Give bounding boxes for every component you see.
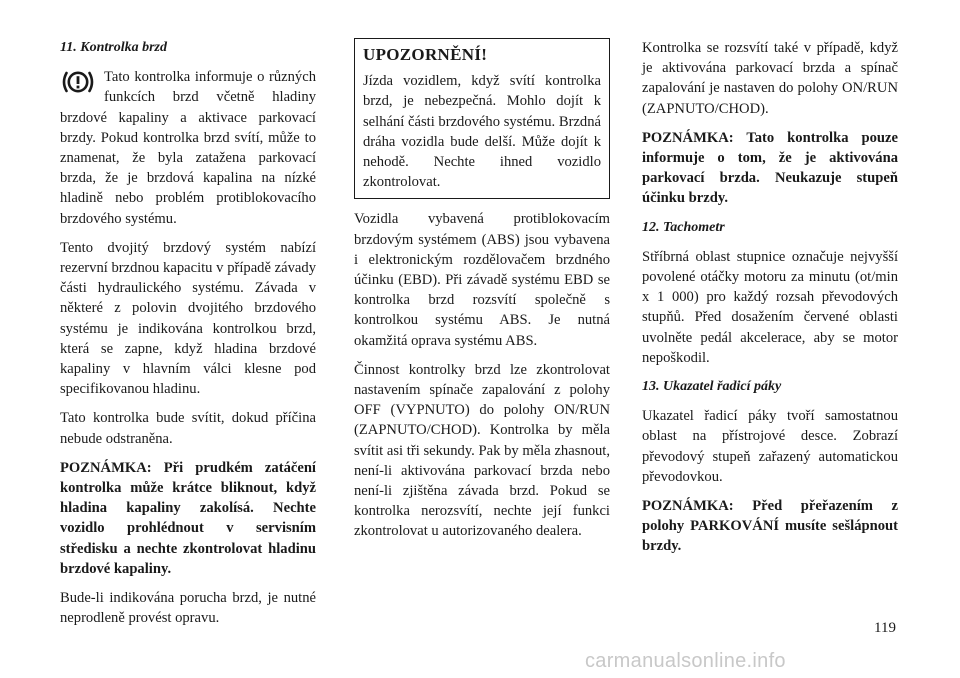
section-heading-tachometer: 12. Tachometr [642,219,725,235]
tachometer-paragraph: Stříbrná oblast stupnice označuje nejvyšší povolené otáčky motoru za minutu (ot/min x 1 000) pro každý rozsah převodových stupňů. Před dosažením červené oblasti uvolněte pedál akcelerace, aby se motor nepoškodil. [642,248,898,366]
page-number: 119 [874,620,896,636]
gear-indicator-paragraph: Ukazatel řadicí páky tvoří samostatnou oblast na přístrojové desce. Zobrazí převodový stupeň zařazený automatickou převodovkou. [642,408,898,485]
check-light-paragraph: Činnost kontrolky brzd lze zkontrolovat nastavením spínače zapalování z polohy OFF (VYPNUTO) do polohy ON/RUN (ZAPNUTO/CHOD). Kontrolka by měla svítit asi tři sekundy. Pak by měla zhasnout, není-li aktivována parkovací brzda nebo není-li zjištěna závada brzd. Pokud se kontrolka nerozsvítí, nechte její funkci zkontrolovat u autorizovaného dealera. [354,361,610,540]
section-heading-gear-indicator: 13. Ukazatel řadicí páky [642,379,782,395]
column-right [642,38,898,566]
note-cornering: POZNÁMKA: Při prudkém zatáčení kontrolka může krátce bliknout, když hladina kapaliny zakolísá. Nechte vozidlo prohlédnout v servisním středisku a nechte zkontrolovat hladinu brzdové kapaliny. [60,459,316,577]
light-on-paragraph: Tato kontrolka bude svítit, dokud příčina nebude odstraněna. [60,410,316,447]
warning-title: UPOZORNĚNÍ! [363,45,488,64]
column-left [60,38,316,637]
repair-paragraph: Bude-li indikována porucha brzd, je nutné neprodleně provést opravu. [60,590,316,627]
note-shift-park: POZNÁMKA: Před přeřazením z polohy PARKOVÁNÍ musíte sešlápnout brzdy. [642,498,898,555]
column-middle [354,38,610,551]
dual-brake-paragraph: Tento dvojitý brzdový systém nabízí rezervní brzdnou kapacitu v případě závady části hydraulického systému. Závada v některé z polovin dvojitého brzdového systému je indikována kontrolkou brzd, která se zapne, když hladina brzdové kapaliny v hlavním válci klesne pod specifikovanou hladinu. [60,239,316,398]
warning-box [354,38,610,199]
watermark: carmanualsonline.info [585,650,786,672]
parking-brake-paragraph: Kontrolka se rozsvítí také v případě, když je aktivována parkovací brzda a spínač zapalování je nastaven do polohy ON/RUN (ZAPNUTO/CHOD). [642,40,898,117]
brake-intro-paragraph [60,67,316,229]
warning-text: Jízda vozidlem, když svítí kontrolka brzd, je nebezpečná. Mohlo dojít k selhání části brzdového systému. Brzdná dráha vozidla bude delší. Může dojít k nehodě. Nechte ihned vozidlo zkontrolovat. [363,73,601,191]
note-parking-brake: POZNÁMKA: Tato kontrolka pouze informuje o tom, že je aktivována parkovací brzda. Neukazuje stupeň účinku brzdy. [642,129,898,207]
brake-warning-icon [60,69,96,95]
brake-intro-text: Tato kontrolka informuje o různých funkcích brzd včetně hladiny brzdové kapaliny a aktivace parkovací brzdy. Pokud kontrolka brzd svítí, může to znamenat, že byla zatažena parkovací brzda, že je brzdová kapalina na nízké hladině nebo problém protiblokovacího brzdového systému. [60,69,316,227]
abs-ebd-paragraph: Vozidla vybavená protiblokovacím brzdovým systémem (ABS) jsou vybavena i elektronickým rozdělovačem brzdného účinku (EBD). Při závadě systému EBD se kontrolka brzd rozsvítí společně s kontrolkou systému ABS. Je nutná okamžitá oprava systému ABS. [354,211,610,349]
section-heading-brake-light: 11. Kontrolka brzd [60,40,167,55]
